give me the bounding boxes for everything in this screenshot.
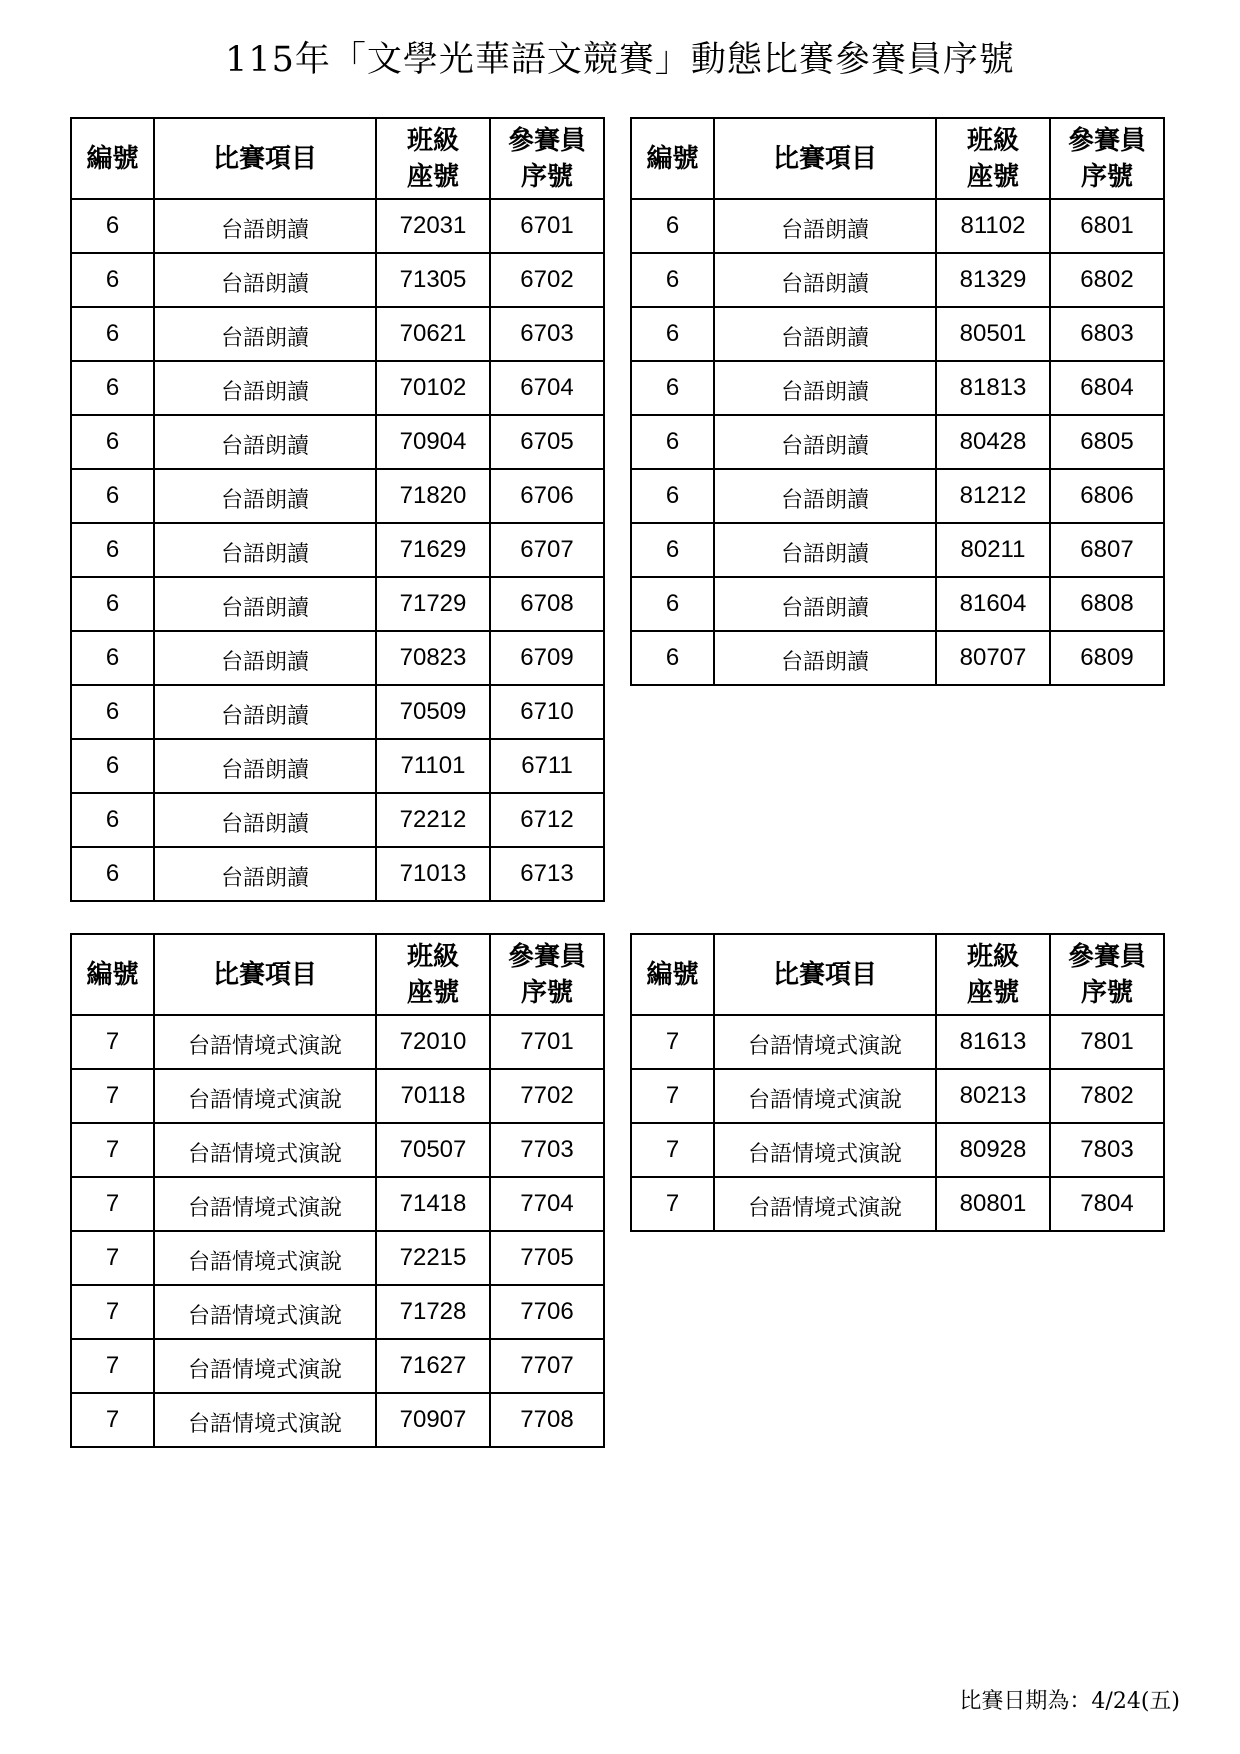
header-item-line1: 比賽項目 (212, 959, 317, 990)
cell-seq: 6709 (490, 631, 604, 685)
cell-class-seat: 72031 (376, 199, 490, 253)
cell-no: 6 (71, 577, 154, 631)
roster-table-7-7th (70, 933, 605, 1448)
cell-item: 台語朗讀 (714, 577, 936, 631)
cell-item: 台語朗讀 (154, 415, 376, 469)
header-class-seat (936, 934, 1050, 1015)
cell-item: 台語朗讀 (714, 631, 936, 685)
header-item-line1: 比賽項目 (772, 959, 877, 990)
cell-class-seat: 80928 (936, 1123, 1050, 1177)
table-row (71, 523, 604, 577)
cell-class-seat: 70621 (376, 307, 490, 361)
table-row (71, 307, 604, 361)
header-seq-line2: 序號 (1080, 977, 1133, 1008)
cell-seq: 7804 (1050, 1177, 1164, 1231)
cell-seq: 6801 (1050, 199, 1164, 253)
cell-no: 6 (631, 253, 714, 307)
cell-class-seat: 71101 (376, 739, 490, 793)
cell-class-seat: 70823 (376, 631, 490, 685)
cell-seq: 7706 (490, 1285, 604, 1339)
cell-class-seat: 71305 (376, 253, 490, 307)
cell-no: 7 (631, 1069, 714, 1123)
cell-no: 6 (71, 307, 154, 361)
cell-item: 台語情境式演說 (154, 1123, 376, 1177)
cell-item: 台語情境式演說 (154, 1339, 376, 1393)
cell-class-seat: 80707 (936, 631, 1050, 685)
cell-item: 台語情境式演說 (714, 1177, 936, 1231)
cell-class-seat: 70509 (376, 685, 490, 739)
cell-no: 6 (71, 469, 154, 523)
table-row (71, 199, 604, 253)
cell-item: 台語情境式演說 (154, 1231, 376, 1285)
cell-item: 台語朗讀 (154, 577, 376, 631)
cell-item: 台語朗讀 (714, 361, 936, 415)
cell-class-seat: 80213 (936, 1069, 1050, 1123)
cell-seq: 6706 (490, 469, 604, 523)
cell-class-seat: 80801 (936, 1177, 1050, 1231)
cell-seq: 6701 (490, 199, 604, 253)
cell-class-seat: 71013 (376, 847, 490, 901)
cell-no: 6 (631, 361, 714, 415)
table-row (71, 1231, 604, 1285)
header-class-seat (936, 118, 1050, 199)
cell-item: 台語朗讀 (714, 523, 936, 577)
header-seq-line1: 參賽員 (507, 941, 586, 972)
header-no-line1: 編號 (86, 143, 139, 174)
header-class-seat-line2: 座號 (406, 161, 459, 192)
cell-item: 台語朗讀 (154, 739, 376, 793)
cell-item: 台語朗讀 (714, 415, 936, 469)
cell-seq: 7801 (1050, 1015, 1164, 1069)
table-row (71, 1285, 604, 1339)
table-row (71, 1123, 604, 1177)
cell-item: 台語朗讀 (154, 793, 376, 847)
cell-no: 6 (71, 523, 154, 577)
header-class-seat-line2: 座號 (966, 977, 1019, 1008)
table-row (71, 577, 604, 631)
roster-table-6-8th (630, 117, 1165, 686)
header-seq-line1: 參賽員 (507, 125, 586, 156)
cell-seq: 6702 (490, 253, 604, 307)
cell-seq: 6711 (490, 739, 604, 793)
header-no (631, 934, 714, 1015)
header-item-line1: 比賽項目 (212, 143, 317, 174)
cell-item: 台語情境式演說 (154, 1285, 376, 1339)
cell-seq: 6809 (1050, 631, 1164, 685)
table-row (71, 739, 604, 793)
cell-seq: 7702 (490, 1069, 604, 1123)
cell-seq: 6712 (490, 793, 604, 847)
table-row (71, 631, 604, 685)
cell-seq: 6805 (1050, 415, 1164, 469)
table-row (71, 847, 604, 901)
header-seq-line1: 參賽員 (1067, 125, 1146, 156)
cell-class-seat: 81604 (936, 577, 1050, 631)
table-row (631, 631, 1164, 685)
header-seq-line2: 序號 (520, 977, 573, 1008)
cell-item: 台語朗讀 (714, 253, 936, 307)
cell-item: 台語情境式演說 (714, 1015, 936, 1069)
header-item (714, 934, 936, 1015)
cell-class-seat: 72215 (376, 1231, 490, 1285)
cell-no: 6 (631, 415, 714, 469)
header-seq (490, 118, 604, 199)
cell-no: 7 (71, 1231, 154, 1285)
header-item (714, 118, 936, 199)
header-seq-line2: 序號 (1080, 161, 1133, 192)
cell-seq: 7707 (490, 1339, 604, 1393)
cell-no: 6 (71, 685, 154, 739)
table-row (71, 1393, 604, 1447)
table-row (631, 199, 1164, 253)
cell-seq: 7703 (490, 1123, 604, 1177)
header-seq (490, 934, 604, 1015)
header-class-seat (376, 118, 490, 199)
cell-seq: 6803 (1050, 307, 1164, 361)
cell-class-seat: 71627 (376, 1339, 490, 1393)
cell-seq: 6804 (1050, 361, 1164, 415)
header-no-line1: 編號 (86, 959, 139, 990)
header-seq (1050, 934, 1164, 1015)
header-item (154, 934, 376, 1015)
table-row (71, 685, 604, 739)
table-row (631, 253, 1164, 307)
header-class-seat-line1: 班級 (966, 125, 1019, 156)
cell-class-seat: 80211 (936, 523, 1050, 577)
cell-item: 台語朗讀 (154, 307, 376, 361)
cell-class-seat: 81613 (936, 1015, 1050, 1069)
header-no-line1: 編號 (646, 959, 699, 990)
cell-class-seat: 71729 (376, 577, 490, 631)
cell-no: 6 (631, 469, 714, 523)
header-row (71, 934, 604, 1015)
table-row (71, 793, 604, 847)
table-row (631, 1069, 1164, 1123)
cell-no: 7 (71, 1015, 154, 1069)
header-class-seat-line2: 座號 (966, 161, 1019, 192)
cell-seq: 6802 (1050, 253, 1164, 307)
cell-class-seat: 70102 (376, 361, 490, 415)
cell-item: 台語朗讀 (714, 199, 936, 253)
header-item-line1: 比賽項目 (772, 143, 877, 174)
cell-class-seat: 70507 (376, 1123, 490, 1177)
cell-class-seat: 81813 (936, 361, 1050, 415)
header-row (631, 118, 1164, 199)
header-row (71, 118, 604, 199)
cell-seq: 6703 (490, 307, 604, 361)
table-row (71, 1069, 604, 1123)
table-row (631, 523, 1164, 577)
table-row (631, 1177, 1164, 1231)
cell-no: 7 (71, 1177, 154, 1231)
table-row (631, 1015, 1164, 1069)
table-row (71, 1015, 604, 1069)
cell-class-seat: 80501 (936, 307, 1050, 361)
table-row (71, 1339, 604, 1393)
header-no (71, 934, 154, 1015)
cell-item: 台語情境式演說 (714, 1069, 936, 1123)
table-row (71, 361, 604, 415)
cell-seq: 6806 (1050, 469, 1164, 523)
cell-class-seat: 81102 (936, 199, 1050, 253)
cell-no: 6 (631, 523, 714, 577)
cell-item: 台語朗讀 (154, 631, 376, 685)
table-row (71, 415, 604, 469)
cell-no: 6 (71, 793, 154, 847)
cell-item: 台語情境式演說 (154, 1393, 376, 1447)
header-no (631, 118, 714, 199)
cell-class-seat: 71629 (376, 523, 490, 577)
cell-class-seat: 80428 (936, 415, 1050, 469)
cell-item: 台語朗讀 (714, 469, 936, 523)
cell-no: 7 (631, 1015, 714, 1069)
cell-no: 6 (631, 307, 714, 361)
cell-item: 台語朗讀 (154, 523, 376, 577)
cell-no: 7 (71, 1339, 154, 1393)
header-row (631, 934, 1164, 1015)
table-row (631, 577, 1164, 631)
cell-item: 台語朗讀 (154, 253, 376, 307)
cell-class-seat: 71728 (376, 1285, 490, 1339)
table-row (71, 1177, 604, 1231)
cell-no: 6 (71, 361, 154, 415)
cell-seq: 7803 (1050, 1123, 1164, 1177)
cell-class-seat: 72212 (376, 793, 490, 847)
cell-seq: 6713 (490, 847, 604, 901)
cell-item: 台語情境式演說 (154, 1069, 376, 1123)
cell-seq: 7704 (490, 1177, 604, 1231)
cell-class-seat: 71820 (376, 469, 490, 523)
cell-no: 6 (631, 631, 714, 685)
cell-no: 6 (71, 847, 154, 901)
cell-seq: 6807 (1050, 523, 1164, 577)
cell-item: 台語朗讀 (154, 847, 376, 901)
cell-no: 7 (71, 1123, 154, 1177)
cell-class-seat: 70907 (376, 1393, 490, 1447)
header-class-seat-line1: 班級 (406, 125, 459, 156)
cell-no: 6 (71, 415, 154, 469)
header-class-seat-line1: 班級 (966, 941, 1019, 972)
cell-item: 台語情境式演說 (154, 1177, 376, 1231)
cell-class-seat: 72010 (376, 1015, 490, 1069)
cell-class-seat: 81212 (936, 469, 1050, 523)
cell-seq: 7701 (490, 1015, 604, 1069)
roster-table-7-8th (630, 933, 1165, 1232)
competition-date: 比賽日期為：4/24(五) (959, 1689, 1180, 1714)
header-no (71, 118, 154, 199)
cell-seq: 7705 (490, 1231, 604, 1285)
cell-seq: 7708 (490, 1393, 604, 1447)
cell-no: 6 (631, 577, 714, 631)
cell-no: 6 (71, 631, 154, 685)
header-seq (1050, 118, 1164, 199)
cell-seq: 6708 (490, 577, 604, 631)
header-no-line1: 編號 (646, 143, 699, 174)
table-row (631, 469, 1164, 523)
table-row (71, 253, 604, 307)
table-row (71, 469, 604, 523)
cell-item: 台語朗讀 (154, 469, 376, 523)
cell-item: 台語朗讀 (714, 307, 936, 361)
table-row (631, 307, 1164, 361)
table-row (631, 361, 1164, 415)
cell-seq: 6704 (490, 361, 604, 415)
cell-no: 7 (71, 1285, 154, 1339)
cell-class-seat: 81329 (936, 253, 1050, 307)
header-class-seat (376, 934, 490, 1015)
header-class-seat-line1: 班級 (406, 941, 459, 972)
cell-item: 台語情境式演說 (154, 1015, 376, 1069)
cell-no: 6 (71, 253, 154, 307)
cell-class-seat: 71418 (376, 1177, 490, 1231)
cell-no: 6 (71, 199, 154, 253)
table-row (631, 1123, 1164, 1177)
table-row (631, 415, 1164, 469)
cell-seq: 6707 (490, 523, 604, 577)
cell-item: 台語朗讀 (154, 199, 376, 253)
cell-no: 6 (71, 739, 154, 793)
cell-no: 7 (71, 1393, 154, 1447)
cell-item: 台語情境式演說 (714, 1123, 936, 1177)
cell-class-seat: 70118 (376, 1069, 490, 1123)
cell-no: 7 (71, 1069, 154, 1123)
cell-item: 台語朗讀 (154, 361, 376, 415)
cell-no: 6 (631, 199, 714, 253)
cell-no: 7 (631, 1177, 714, 1231)
header-item (154, 118, 376, 199)
cell-seq: 6808 (1050, 577, 1164, 631)
cell-seq: 6710 (490, 685, 604, 739)
cell-item: 台語朗讀 (154, 685, 376, 739)
cell-seq: 6705 (490, 415, 604, 469)
cell-seq: 7802 (1050, 1069, 1164, 1123)
roster-table-6-7th (70, 117, 605, 902)
header-seq-line2: 序號 (520, 161, 573, 192)
cell-class-seat: 70904 (376, 415, 490, 469)
header-class-seat-line2: 座號 (406, 977, 459, 1008)
header-seq-line1: 參賽員 (1067, 941, 1146, 972)
cell-no: 7 (631, 1123, 714, 1177)
page-title: 115年「文學光華語文競賽」動態比賽參賽員序號 (225, 40, 1015, 80)
